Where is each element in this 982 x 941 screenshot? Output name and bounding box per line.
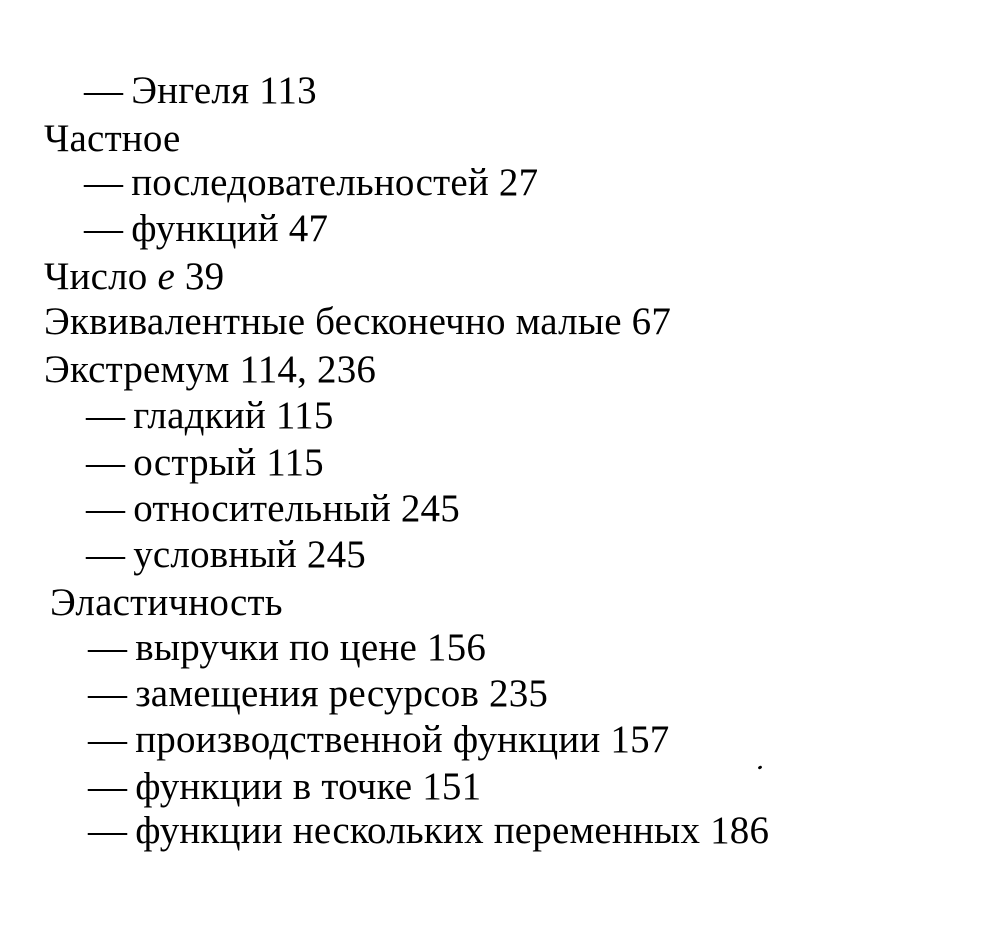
dash: — — [88, 626, 128, 669]
index-subentry-relative — [86, 486, 460, 532]
dash: — — [88, 672, 128, 715]
subentry-text: функции нескольких переменных 186 — [135, 809, 770, 852]
index-subentry-functions — [84, 206, 328, 252]
subentry-text: функции в точке 151 — [135, 765, 482, 808]
entry-text: Число — [44, 255, 158, 298]
index-subentry-sequences — [84, 160, 538, 206]
index-subentry-production — [88, 717, 670, 763]
index-subentry-point — [88, 764, 481, 810]
entry-text: Эквивалентные бесконечно малые 67 — [44, 300, 672, 343]
subentry-text: замещения ресурсов 235 — [135, 672, 549, 715]
index-subentry-conditional — [86, 532, 366, 578]
dash: — — [86, 394, 126, 437]
index-subentry-sharp — [86, 440, 324, 486]
dash: — — [84, 69, 124, 112]
subentry-text: Энгеля 113 — [131, 69, 317, 112]
dash: — — [88, 809, 128, 852]
index-entry-equivalent — [44, 299, 671, 345]
entry-text: Экстремум 114, 236 — [44, 348, 377, 391]
index-entry-number-e — [44, 254, 224, 300]
entry-text-italic: e — [157, 255, 175, 298]
index-subentry-engel — [84, 68, 317, 114]
dash: — — [86, 533, 126, 576]
dash: — — [84, 207, 124, 250]
dash: — — [88, 718, 128, 761]
subentry-text: функций 47 — [131, 207, 329, 250]
scan-speck — [758, 765, 763, 770]
dash: — — [86, 487, 126, 530]
subentry-text: производственной функции 157 — [135, 718, 670, 761]
index-entry-elasticity — [50, 580, 283, 626]
dash: — — [88, 765, 128, 808]
entry-text: Эластичность — [50, 581, 283, 624]
subentry-text: относительный 245 — [133, 487, 460, 530]
index-subentry-smooth — [86, 393, 334, 439]
dash: — — [84, 161, 124, 204]
subentry-text: острый 115 — [133, 441, 324, 484]
subentry-text: выручки по цене 156 — [135, 626, 487, 669]
subentry-text: условный 245 — [133, 533, 366, 576]
entry-text: Частное — [44, 117, 181, 160]
dash: — — [86, 441, 126, 484]
index-subentry-multivariable — [88, 808, 769, 854]
subentry-text: гладкий 115 — [133, 394, 334, 437]
entry-text: 39 — [174, 255, 225, 298]
index-subentry-substitution — [88, 671, 548, 717]
index-subentry-revenue — [88, 625, 486, 671]
index-entry-extremum — [44, 347, 376, 393]
subentry-text: последовательностей 27 — [131, 161, 539, 204]
index-entry-partial — [44, 116, 181, 162]
